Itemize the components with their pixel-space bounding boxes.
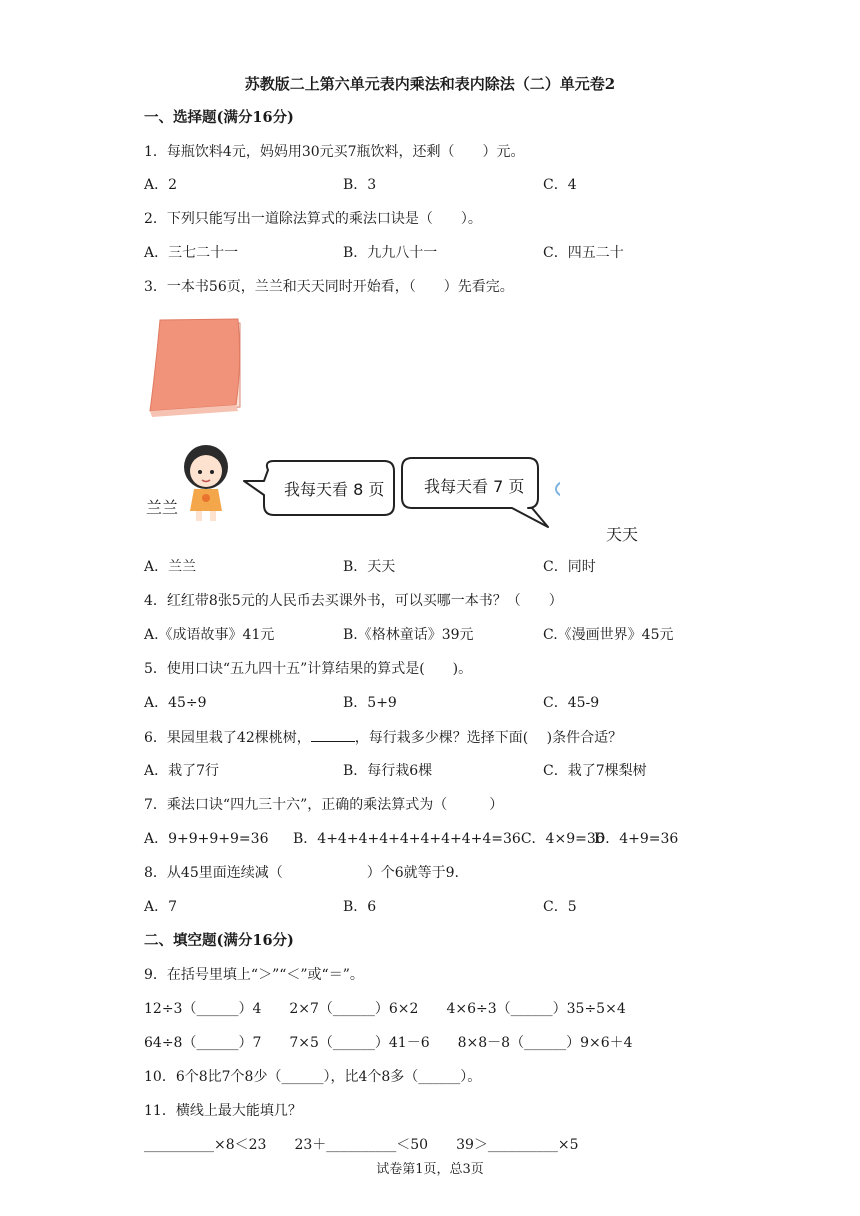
q1-option-b: B．3 (343, 177, 377, 193)
q2-option-c: C．四五二十 (543, 245, 624, 261)
q4-option-a: A.《成语故事》41元 (144, 627, 275, 643)
question-5: 5．使用口诀“五九四十五”计算结果的算式是( )。 (144, 661, 473, 677)
q1-option-a: A．2 (144, 177, 178, 193)
question-11: 11．横线上最大能填几？ (144, 1103, 302, 1119)
question-9: 9．在括号里填上“＞”“＜”或“＝”。 (144, 967, 364, 983)
section-fill-heading: 二、填空题(满分16分) (144, 932, 294, 949)
girl-avatar (184, 445, 228, 521)
q4-option-b: B.《格林童话》39元 (343, 627, 474, 643)
question-4: 4．红红带8张5元的人民币去买课外书，可以买哪一本书？（ ） (144, 593, 563, 609)
boy-avatar (556, 476, 560, 545)
name-lanlan: 兰兰 (146, 498, 179, 517)
q6-option-b: B．每行栽6棵 (343, 763, 433, 779)
q2-option-a: A．三七二十一 (144, 245, 239, 261)
question-8: 8．从45里面连续减（ ）个6就等于9. (144, 865, 459, 881)
question-1: 1．每瓶饮料4元，妈妈用30元买7瓶饮料，还剩（ ）元。 (144, 144, 525, 160)
q3-option-c: C．同时 (543, 559, 596, 575)
q3-option-b: B．天天 (343, 559, 396, 575)
book-icon (150, 319, 240, 417)
question-7: 7．乘法口诀“四九三十六”，正确的乘法算式为（ ） (144, 797, 504, 813)
q9-row-1: 12÷3（______）4 2×7（______）6×2 4×6÷3（______）35÷5×4 (144, 1001, 626, 1017)
page-footer: 试卷第1页，总3页 (376, 1162, 484, 1177)
section-choice-heading: 一、选择题(满分16分) (144, 109, 294, 126)
q5-option-a: A．45÷9 (144, 695, 207, 711)
q3-option-a: A．兰兰 (144, 559, 197, 575)
q7-option-a: A．9+9+9+9=36 (144, 831, 269, 847)
q5-option-c: C．45-9 (543, 695, 600, 711)
q6-text-end: ，每行栽多少棵？选择下面( )条件合适？ (354, 730, 623, 746)
q9-row-2: 64÷8（______）7 7×5（______）41－6 8×8－8（______）9×6＋4 (144, 1035, 633, 1051)
q8-option-b: B．6 (343, 899, 377, 915)
q6-option-c: C．栽了7棵梨树 (543, 763, 647, 779)
question-3: 3．一本书56页，兰兰和天天同时开始看，（ ）先看完。 (144, 279, 514, 295)
page-title: 苏教版二上第六单元表内乘法和表内除法（二）单元卷2 (244, 75, 616, 93)
bubble-2-text: 我每天看 7 页 (424, 477, 525, 496)
name-tiantian: 天天 (606, 525, 639, 544)
q4-option-c: C.《漫画世界》45元 (543, 627, 674, 643)
q5-option-b: B．5+9 (343, 695, 397, 711)
q8-option-a: A．7 (144, 899, 178, 915)
question-10: 10．6个8比7个8少（______），比4个8多（______）。 (144, 1069, 482, 1085)
q8-option-c: C．5 (543, 899, 577, 915)
question-2: 2．下列只能写出一道除法算式的乘法口诀是（ ）。 (144, 211, 482, 227)
q2-option-b: B．九九八十一 (343, 245, 438, 261)
q6-option-a: A．栽了7行 (144, 763, 220, 779)
q3-illustration (140, 315, 560, 545)
q6-text-start: 6．果园里栽了42棵桃树， (144, 730, 311, 746)
q1-option-c: C．4 (543, 177, 577, 193)
question-6 (144, 727, 622, 748)
q11-row: __________×8＜23 23＋__________＜50 39＞__________×5 (144, 1137, 579, 1153)
bubble-1-text: 我每天看 8 页 (284, 480, 385, 499)
q7-option-b-c: B．4+4+4+4+4+4+4+4+4=36C．4×9=36 (293, 831, 605, 847)
q6-blank (311, 727, 355, 742)
q7-option-d: D．4+9=36 (594, 831, 679, 847)
